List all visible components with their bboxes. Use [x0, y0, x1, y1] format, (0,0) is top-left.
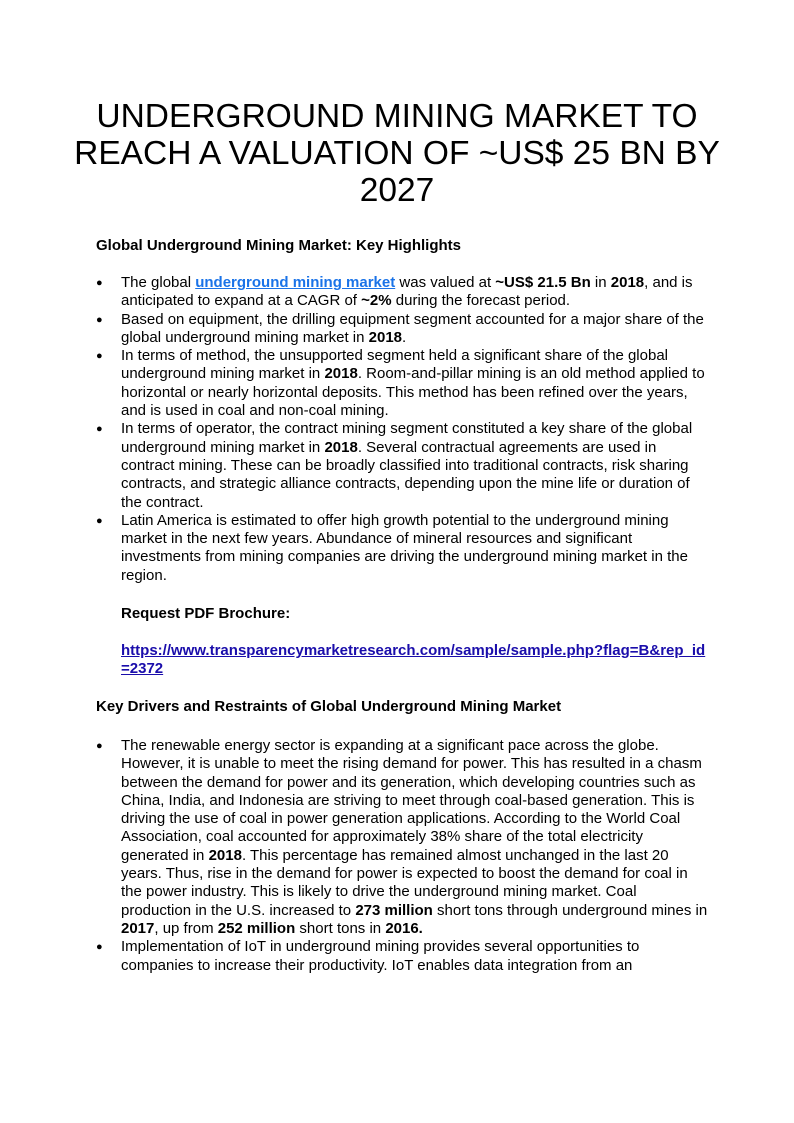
- highlights-list: [96, 274, 710, 585]
- bullet-icon: ●: [96, 313, 103, 326]
- list-item: ● The global underground mining market was valued at ~US$ 21.5 Bn in 2018, and is anticipated to expand at a CAGR of ~2% during the forecast period.: [96, 274, 693, 310]
- section-heading-drivers: Key Drivers and Restraints of Global Underground Mining Market: [96, 698, 562, 715]
- market-link[interactable]: underground mining market: [195, 274, 396, 291]
- bullet-icon: ●: [96, 941, 103, 954]
- drivers-list: [96, 737, 710, 975]
- list-item: ● Based on equipment, the drilling equipment segment accounted for a major share of the global underground mining market in 2018.: [96, 310, 704, 346]
- list-item: ● The renewable energy sector is expanding at a significant pace across the globe. However, it is unable to meet the rising demand for power. This has resulted in a chasm between the demand for power and its generation, which developing countries such as China, India, and Indonesia are striving to meet through coal-based generation. This is driving the use of coal in power generation applications. According to the World Coal Association, coal accounted for approximately 38% share of the total electricity generated in 2018. This percentage has remained almost unchanged in the last 20 years. Thus, rise in the demand for power is expected to boost the demand for coal in the power industry. This is likely to drive the underground mining market. Coal production in the U.S. increased to 273 million short tons through underground mines in 2017, up from 252 million short tons in 2016.: [96, 737, 708, 937]
- page-title: UNDERGROUND MINING MARKET TO REACH A VALUATION OF ~US$ 25 BN BY 2027: [74, 98, 720, 209]
- bullet-icon: ●: [96, 740, 103, 752]
- list-item: ● In terms of method, the unsupported segment held a significant share of the global underground mining market in 2018. Room-and-pillar mining is an old method applied to horizontal or nearly horizontal deposits. This method has been refined over the years, and is used in coal and non-coal mining.: [96, 347, 705, 420]
- list-item: ● Implementation of IoT in underground mining provides several opportunities to companies to increase their productivity. IoT enables data integration from an: [96, 938, 640, 974]
- section-heading-highlights: Global Underground Mining Market: Key Highlights: [96, 237, 462, 254]
- bullet-icon: ●: [96, 514, 103, 527]
- bullet-icon: ●: [96, 350, 103, 363]
- bullet-icon: ●: [96, 423, 103, 436]
- brochure-link[interactable]: https://www.transparencymarketresearch.com/sample/sample.php?flag=B&rep_id=2372: [121, 642, 706, 677]
- bullet-icon: ●: [96, 277, 103, 289]
- list-item: ● In terms of operator, the contract mining segment constituted a key share of the global underground mining market in 2018. Several contractual agreements are used in contract mining. These can be broadly classified into traditional contracts, risk sharing contracts, and strategic alliance contracts, depending upon the mine life or duration of the contract.: [96, 420, 693, 511]
- list-item: ● Latin America is estimated to offer high growth potential to the underground mining market in the next few years. Abundance of mineral resources and significant investments from mining companies are driving the underground mining market in the region.: [96, 511, 688, 584]
- brochure-label: Request PDF Brochure:: [121, 605, 291, 622]
